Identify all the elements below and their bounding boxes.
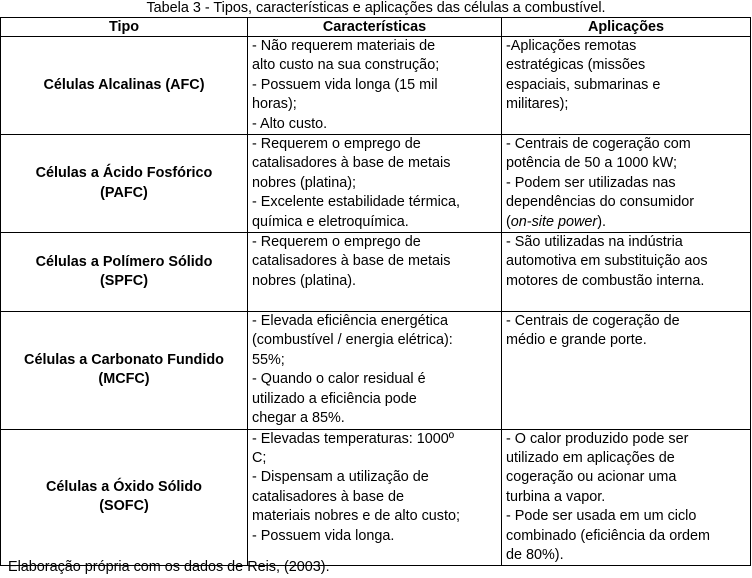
text-line: turbina a vapor. (506, 488, 606, 505)
cell-tipo (1, 233, 248, 312)
text-line: (combustível / energia elétrica): (252, 332, 453, 349)
tipo-line: (SOFC) (99, 498, 149, 515)
text-line: C; (252, 449, 267, 466)
cell-aplicacoes (502, 312, 751, 429)
text-line: - Requerem o emprego de (252, 234, 421, 251)
text-line: - Possuem vida longa (15 mil (252, 76, 438, 93)
header-aplicacoes: Aplicações (502, 18, 751, 37)
text-line: alto custo na sua construção; (252, 57, 440, 74)
cell-aplicacoes (502, 135, 751, 233)
cell-caracteristicas (248, 312, 502, 429)
cell-caracteristicas (248, 429, 502, 566)
text-line: - Quando o calor residual é (252, 371, 426, 388)
tipo-line: Células a Ácido Fosfórico (35, 165, 213, 182)
text-line: química e eletroquímica. (252, 213, 409, 230)
text-line: - O calor produzido pode ser (506, 430, 689, 447)
text-line: utilizado em aplicações de (506, 449, 675, 466)
text-line: chegar a 85%. (252, 410, 345, 427)
table-row (1, 135, 751, 233)
text-line: combinado (eficiência da ordem (506, 527, 710, 544)
text-line: - Podem ser utilizadas nas (506, 174, 676, 191)
table-caption: Tabela 3 - Tipos, características e aplicações das células a combustível. (146, 0, 606, 16)
text-line: - Dispensam a utilização de (252, 469, 429, 486)
paren-open: ( (506, 213, 511, 230)
tipo-line: Células Alcalinas (AFC) (43, 76, 205, 93)
text-line: -Aplicações remotas (506, 38, 637, 54)
table-row (1, 429, 751, 566)
cell-aplicacoes (502, 233, 751, 312)
text-line: - Pode ser usada em um ciclo (506, 508, 697, 525)
text-line: automotiva em substituição aos (506, 253, 708, 270)
text-line: horas); (252, 96, 297, 113)
text-line: - São utilizadas na indústria (506, 234, 683, 251)
cell-aplicacoes (502, 429, 751, 566)
header-row (1, 18, 751, 37)
text-line: catalisadores à base de metais (252, 155, 451, 172)
text-line: potência de 50 a 1000 kW; (506, 155, 677, 172)
text-line: catalisadores à base de (252, 488, 405, 505)
cell-tipo (1, 135, 248, 233)
text-line: - Excelente estabilidade térmica, (252, 194, 460, 211)
text-line: de 80%). (506, 546, 564, 563)
header-caracteristicas: Características (248, 18, 502, 37)
tipo-line: Células a Óxido Sólido (46, 479, 202, 496)
fuel-cell-table (0, 17, 751, 566)
paren-close: ). (597, 213, 606, 230)
text-line: motores de combustão interna. (506, 272, 705, 289)
source-footnote: Elaboração própria com os dados de Reis, (2003). (8, 559, 330, 575)
text-line: nobres (platina); (252, 174, 356, 191)
cell-caracteristicas (248, 37, 502, 135)
text-line: cogeração ou acionar uma (506, 469, 677, 486)
cell-caracteristicas (248, 233, 502, 312)
text-line: estratégicas (missões (506, 57, 646, 74)
table-row (1, 312, 751, 429)
tipo-line: (SPFC) (100, 273, 148, 290)
table-row (1, 233, 751, 312)
text-line: - Alto custo. (252, 115, 328, 132)
text-line: dependências do consumidor (506, 194, 695, 211)
text-line: 55%; (252, 351, 285, 368)
tipo-line: Células a Polímero Sólido (35, 253, 213, 270)
cell-tipo (1, 429, 248, 566)
cell-tipo (1, 37, 248, 135)
text-line: - Centrais de cogeração com (506, 136, 691, 153)
text-line: catalisadores à base de metais (252, 253, 451, 270)
text-line: - Possuem vida longa. (252, 527, 395, 544)
text-line (506, 213, 746, 232)
header-tipo: Tipo (1, 18, 248, 37)
tipo-line: (MCFC) (98, 371, 150, 388)
text-line: nobres (platina). (252, 272, 356, 289)
cell-tipo (1, 312, 248, 429)
text-line: - Requerem o emprego de (252, 136, 421, 153)
text-line: espaciais, submarinas e (506, 76, 661, 93)
text-line: utilizado a eficiência pode (252, 390, 417, 407)
on-site-power-text: on-site power (510, 213, 598, 230)
text-line: - Elevadas temperaturas: 1000º (252, 430, 455, 447)
tipo-line: (PAFC) (100, 184, 148, 201)
text-line: militares); (506, 96, 569, 113)
text-line: - Elevada eficiência energética (252, 313, 448, 330)
cell-aplicacoes (502, 37, 751, 135)
tipo-line: Células a Carbonato Fundido (24, 351, 224, 368)
text-line: - Não requerem materiais de (252, 38, 436, 54)
cell-caracteristicas (248, 135, 502, 233)
table-row (1, 37, 751, 135)
text-line: - Centrais de cogeração de (506, 313, 680, 330)
text-line: materiais nobres e de alto custo; (252, 508, 460, 525)
text-line: médio e grande porte. (506, 332, 647, 349)
